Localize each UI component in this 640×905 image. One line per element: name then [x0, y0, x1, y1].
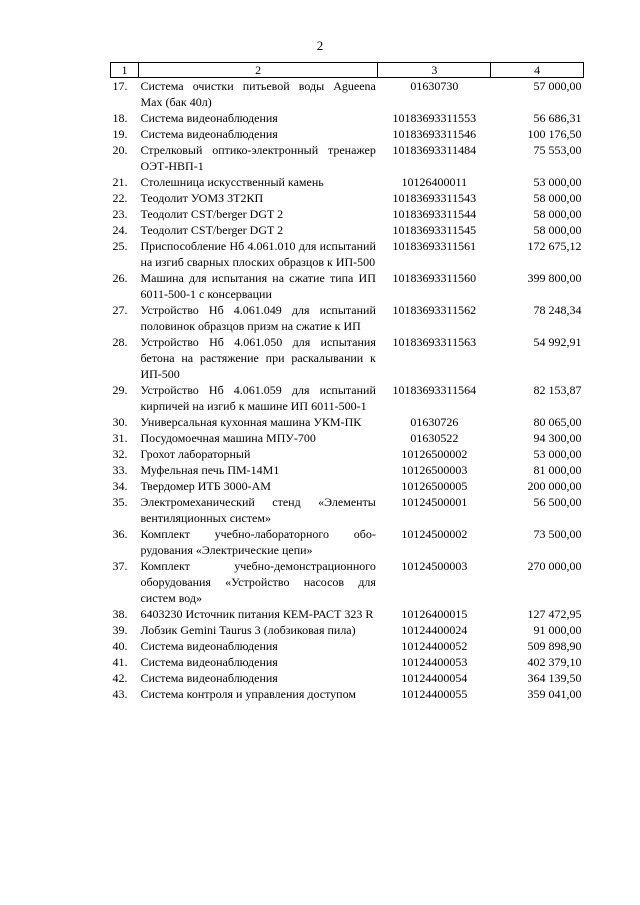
table-row	[111, 174, 584, 190]
row-number: 20.	[112, 143, 128, 157]
row-number: 29.	[112, 383, 128, 397]
item-name: Устройство Нб 4.061.049 для испытаний половинок образцов призм на сжатие к ИП	[140, 303, 376, 333]
item-price: 402 379,10	[527, 655, 582, 669]
item-price: 172 675,12	[527, 239, 582, 253]
row-number: 34.	[112, 479, 128, 493]
item-price: 75 553,00	[533, 143, 582, 157]
row-number: 21.	[112, 175, 128, 189]
table-row	[111, 78, 584, 111]
table-row	[111, 446, 584, 462]
item-name: Грохот лабораторный	[140, 447, 251, 461]
row-number: 36.	[112, 527, 128, 541]
item-price: 53 000,00	[533, 447, 582, 461]
item-price: 364 139,50	[527, 671, 582, 685]
page-number: 2	[316, 38, 324, 53]
inventory-code: 10124400053	[401, 655, 468, 669]
row-number: 30.	[112, 415, 128, 429]
item-name: Комплект учебно-лабораторного оборудования «Электрические цепи»	[140, 527, 376, 557]
item-name: Система видеонаблюдения	[140, 671, 278, 685]
item-price: 80 065,00	[533, 415, 582, 429]
row-number: 33.	[112, 463, 128, 477]
item-name: Муфельная печь ПМ-14М1	[140, 463, 280, 477]
item-price: 399 800,00	[527, 271, 582, 285]
table-row	[111, 686, 584, 702]
table-row	[111, 126, 584, 142]
item-price: 94 300,00	[533, 431, 582, 445]
inventory-code: 10126500005	[401, 479, 468, 493]
inventory-code: 10183693311560	[392, 271, 477, 285]
inventory-code: 10124500002	[401, 527, 468, 541]
inventory-code: 10124500001	[401, 495, 468, 509]
item-price: 100 176,50	[527, 127, 582, 141]
row-number: 17.	[112, 79, 128, 93]
table-row	[111, 430, 584, 446]
item-name: Теодолит УОМЗ 3Т2КП	[140, 191, 264, 205]
table-row	[111, 334, 584, 382]
row-number: 23.	[112, 207, 128, 221]
inventory-code: 10124400052	[401, 639, 468, 653]
inventory-code: 10183693311562	[392, 303, 477, 317]
column-header-1: 1	[111, 63, 139, 78]
item-name: Машина для испытания на сжатие типа ИП 6011-500-1 с консервации	[140, 271, 376, 301]
item-price: 56 500,00	[533, 495, 582, 509]
inventory-code: 10126500003	[401, 463, 468, 477]
row-number: 38.	[112, 607, 128, 621]
item-name: Приспособление Нб 4.061.010 для испытаний на изгиб сварных плоских образцов к ИП-500	[140, 239, 376, 269]
item-name: Твердомер ИТБ 3000-АМ	[140, 479, 271, 493]
table-row	[111, 302, 584, 334]
item-price: 58 000,00	[533, 223, 582, 237]
item-name: Устройство Нб 4.061.059 для испытаний кирпичей на изгиб к машине ИП 6011-500-1	[140, 383, 376, 413]
item-price: 56 686,31	[533, 111, 582, 125]
item-name: Устройство Нб 4.061.050 для испытания бетона на растяжение при раскалывании к ИП-500	[140, 335, 376, 381]
column-header-3: 3	[378, 63, 491, 78]
item-name: 6403230 Источник питания КЕМ-РАСТ 323 R	[140, 607, 374, 621]
row-number: 24.	[112, 223, 128, 237]
item-name: Стрелковый оптико-электронный тренажер ОЭТ-НВП-1	[140, 143, 376, 173]
row-number: 22.	[112, 191, 128, 205]
row-number: 32.	[112, 447, 128, 461]
item-name: Универсальная кухонная машина УКМ-ПК	[140, 415, 362, 429]
inventory-code: 10183693311561	[392, 239, 477, 253]
table-row	[111, 526, 584, 558]
row-number: 18.	[112, 111, 128, 125]
inventory-code: 10183693311546	[392, 127, 477, 141]
table-row	[111, 414, 584, 430]
inventory-code: 10124400054	[401, 671, 468, 685]
item-name: Лобзик Gemini Taurus 3 (лобзиковая пила)	[140, 623, 356, 637]
inventory-code: 10126500002	[401, 447, 468, 461]
column-header-2: 2	[138, 63, 377, 78]
inventory-code: 10183693311543	[392, 191, 477, 205]
table-row	[111, 190, 584, 206]
item-name: Электромеханический стенд «Элементы вентиляционных систем»	[140, 495, 376, 525]
inventory-code: 01630726	[410, 415, 459, 429]
item-price: 91 000,00	[533, 623, 582, 637]
item-name: Система видеонаблюдения	[140, 111, 278, 125]
inventory-code: 10183693311544	[392, 207, 477, 221]
table-row	[111, 110, 584, 126]
inventory-code: 10124400024	[401, 623, 468, 637]
item-name: Посудомоечная машина МПУ-700	[140, 431, 316, 445]
inventory-code: 10124500003	[401, 559, 468, 573]
row-number: 40.	[112, 639, 128, 653]
inventory-code: 10126400015	[401, 607, 468, 621]
item-price: 359 041,00	[527, 687, 582, 701]
inventory-table	[110, 62, 584, 702]
inventory-code: 10126400011	[401, 175, 468, 189]
table-header-row	[111, 63, 584, 78]
row-number: 43.	[112, 687, 128, 701]
table-row	[111, 382, 584, 414]
item-price: 54 992,91	[533, 335, 582, 349]
column-header-4: 4	[491, 63, 584, 78]
table-row	[111, 238, 584, 270]
item-price: 57 000,00	[533, 79, 582, 93]
row-number: 31.	[112, 431, 128, 445]
item-name: Система очистки питьевой воды Agueena Max (бак 40л)	[140, 79, 376, 109]
inventory-code: 01630730	[410, 79, 459, 93]
item-price: 58 000,00	[533, 191, 582, 205]
table-row	[111, 670, 584, 686]
row-number: 42.	[112, 671, 128, 685]
item-price: 82 153,87	[533, 383, 582, 397]
table-row	[111, 142, 584, 174]
item-name: Теодолит CST/berger DGT 2	[140, 207, 284, 221]
table-row	[111, 206, 584, 222]
item-price: 509 898,90	[527, 639, 582, 653]
item-price: 73 500,00	[533, 527, 582, 541]
table-row	[111, 270, 584, 302]
inventory-code: 10183693311553	[392, 111, 477, 125]
row-number: 35.	[112, 495, 128, 509]
item-name: Теодолит CST/berger DGT 2	[140, 223, 284, 237]
table-row	[111, 462, 584, 478]
row-number: 37.	[112, 559, 128, 573]
table-row	[111, 654, 584, 670]
table-row	[111, 606, 584, 622]
row-number: 26.	[112, 271, 128, 285]
item-price: 127 472,95	[527, 607, 582, 621]
item-price: 200 000,00	[527, 479, 582, 493]
row-number: 39.	[112, 623, 128, 637]
inventory-code: 10183693311545	[392, 223, 477, 237]
inventory-code: 10183693311563	[392, 335, 477, 349]
item-price: 81 000,00	[533, 463, 582, 477]
item-price: 78 248,34	[533, 303, 582, 317]
inventory-code: 10124400055	[401, 687, 468, 701]
item-price: 58 000,00	[533, 207, 582, 221]
table-row	[111, 558, 584, 606]
table-row	[111, 622, 584, 638]
item-name: Столешница искусственный камень	[140, 175, 324, 189]
table-row	[111, 494, 584, 526]
table-row	[111, 638, 584, 654]
item-name: Система видеонаблюдения	[140, 127, 278, 141]
table-row	[111, 222, 584, 238]
table-row	[111, 478, 584, 494]
item-price: 53 000,00	[533, 175, 582, 189]
row-number: 27.	[112, 303, 128, 317]
item-name: Система видеонаблюдения	[140, 639, 278, 653]
item-name: Система контроля и управления доступом	[140, 687, 356, 701]
row-number: 41.	[112, 655, 128, 669]
inventory-code: 01630522	[410, 431, 459, 445]
row-number: 28.	[112, 335, 128, 349]
row-number: 19.	[112, 127, 128, 141]
item-name: Комплект учебно-демонстрационного оборудования «Устройство насосов для систем вод»	[140, 559, 376, 605]
row-number: 25.	[112, 239, 128, 253]
inventory-code: 10183693311484	[392, 143, 477, 157]
inventory-code: 10183693311564	[392, 383, 477, 397]
item-name: Система видеонаблюдения	[140, 655, 278, 669]
item-price: 270 000,00	[527, 559, 582, 573]
